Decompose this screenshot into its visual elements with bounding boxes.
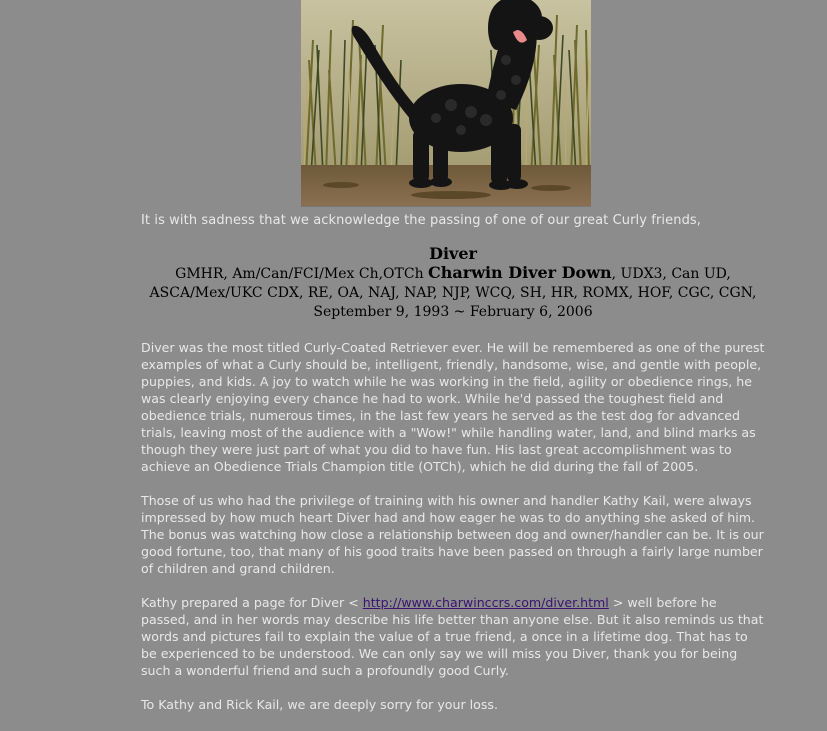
intro-text: It is with sadness that we acknowledge the passing of one of our great Curly friends,	[141, 213, 702, 228]
paragraph-training: Those of us who had the privilege of training with his owner and handler Kathy Kail, were always impressed by how much heart Diver had and how eager he was to do anything she asked of him. The bonus was watching how close a relationship between dog and owner/handler can be. It is our good fortune, too, that many of his good traits have been passed on through a fairly large number of children and grand children.	[141, 493, 764, 576]
paragraph-text-after-link: > well before he passed, and in her words may describe his life better than anyone else. But it also reminds us that words and pictures fail to explain the value of a true friend, a once in a lifetime dog. That has to be experienced to be understood. We can only say we will miss you Diver, thank you for being such a wonderful friend and such a profoundly good Curly.	[141, 595, 764, 678]
tribute-heading	[0, 244, 827, 322]
titles-suffix: , UDX3, Can UD,	[611, 266, 731, 282]
paragraph-condolence: To Kathy and Rick Kail, we are deeply sorry for your loss.	[141, 697, 499, 712]
paragraph-achievements: Diver was the most titled Curly-Coated Retriever ever. He will be remembered as one of the purest examples of what a Curly should be, intelligent, friendly, handsome, wise, and gentle with people, puppies, and kids. A joy to watch while he was working in the field, agility or obedience rings, he was clearly enjoying every chance he had to work. While he'd passed the toughest field and obedience trials, numerous times, in the last few years he served as the test dog for advanced trials, leaving most of the audience with a "Wow!" while handling water, land, and blind marks as though they were just part of what you did to have fun. His last great accomplishment was to achieve an Obedience Trials Champion title (OTCh), which he did during the fall of 2005.	[141, 340, 765, 474]
diver-page-link[interactable]: http://www.charwinccrs.com/diver.html	[362, 595, 609, 610]
dog-photo	[301, 0, 591, 207]
registered-name: Charwin Diver Down	[428, 263, 612, 282]
titles-prefix: GMHR, Am/Can/FCI/Mex Ch,OTCh	[175, 266, 429, 282]
life-dates: September 9, 1993 ~ February 6, 2006	[313, 304, 593, 320]
dog-name: Diver	[429, 244, 477, 263]
paragraph-text-before-link: Kathy prepared a page for Diver <	[141, 595, 363, 610]
curly-coated-retriever-photo	[301, 0, 591, 206]
memorial-body	[141, 339, 767, 730]
paragraph-kathy-page	[141, 594, 767, 679]
titles-line-2: ASCA/Mex/UKC CDX, RE, OA, NAJ, NAP, NJP, WCQ, SH, HR, ROMX, HOF, CGC, CGN,	[149, 285, 757, 301]
titles-line-1	[0, 263, 827, 284]
